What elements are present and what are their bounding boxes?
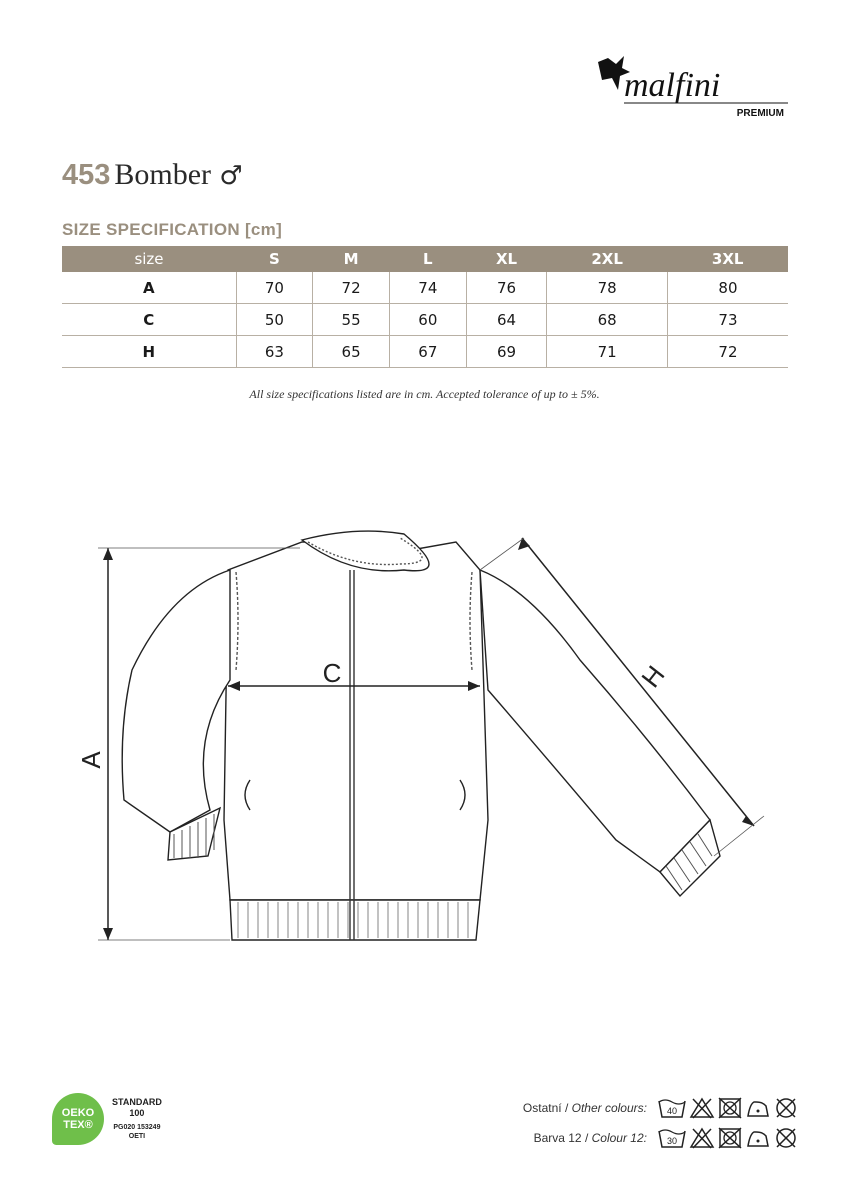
- table-cell: 70: [236, 272, 313, 304]
- no-tumble-dry-icon: [717, 1126, 743, 1150]
- size-table: [62, 246, 788, 368]
- table-cell: 76: [466, 272, 547, 304]
- jacket-diagram: [60, 520, 790, 960]
- no-dry-clean-icon: [773, 1096, 799, 1120]
- oeko-code: PG020 153249: [113, 1124, 161, 1131]
- table-cell: 74: [389, 272, 466, 304]
- size-column-label: size: [62, 246, 236, 272]
- dimension-c-label: C: [322, 658, 342, 688]
- table-cell: 55: [313, 304, 390, 336]
- size-header: S: [236, 246, 313, 272]
- brand-logo: [594, 50, 794, 122]
- table-cell: 72: [667, 336, 788, 368]
- size-header: L: [389, 246, 466, 272]
- svg-text:40: 40: [666, 1106, 678, 1116]
- tolerance-note: All size specifications listed are in cm. Accepted tolerance of up to ± 5%.: [249, 387, 600, 401]
- table-row: [62, 336, 788, 368]
- table-cell: 78: [547, 272, 668, 304]
- table-cell: 63: [236, 336, 313, 368]
- no-tumble-dry-icon: [717, 1096, 743, 1120]
- jacket-right-sleeve: [480, 570, 710, 872]
- size-header: XL: [466, 246, 547, 272]
- oeko-tex-badge: OEKO TEX®: [52, 1093, 104, 1145]
- page-title: [62, 155, 243, 196]
- brand-name: malfini: [624, 67, 721, 104]
- oeko-tex-text: [112, 1097, 162, 1141]
- oeko-institute: OETI: [128, 1133, 146, 1140]
- table-cell: 67: [389, 336, 466, 368]
- care-label: Barva 12 / Colour 12:: [533, 1131, 647, 1145]
- row-label: C: [62, 304, 236, 336]
- size-header: 3XL: [667, 246, 788, 272]
- table-cell: 72: [313, 272, 390, 304]
- product-code: 453: [62, 159, 111, 191]
- table-cell: 68: [547, 304, 668, 336]
- oeko-standard: STANDARD: [112, 1097, 162, 1107]
- care-row-other-colours: [523, 1095, 799, 1121]
- row-label: H: [62, 336, 236, 368]
- male-icon: ♂: [219, 161, 243, 191]
- table-cell: 65: [313, 336, 390, 368]
- size-header: 2XL: [547, 246, 668, 272]
- wash-30-icon: [657, 1126, 687, 1150]
- svg-text:30: 30: [666, 1136, 678, 1146]
- dimension-a-label: A: [76, 751, 106, 769]
- iron-low-icon: [745, 1096, 771, 1120]
- brand-sub: PREMIUM: [736, 108, 784, 119]
- care-row-colour-12: [534, 1125, 799, 1151]
- jacket-waistband: [230, 900, 480, 940]
- table-row: [62, 272, 788, 304]
- no-bleach-icon: [689, 1126, 715, 1150]
- spec-heading: SIZE SPECIFICATION [cm]: [62, 220, 283, 239]
- table-cell: 80: [667, 272, 788, 304]
- table-cell: 69: [466, 336, 547, 368]
- product-name: Bomber: [114, 158, 212, 191]
- jacket-left-sleeve: [122, 570, 230, 832]
- care-label: Ostatní / Other colours:: [522, 1101, 647, 1115]
- oeko-tex-certification: [52, 1093, 182, 1153]
- table-cell: 50: [236, 304, 313, 336]
- table-cell: 73: [667, 304, 788, 336]
- table-row: [62, 304, 788, 336]
- no-dry-clean-icon: [773, 1126, 799, 1150]
- table-cell: 71: [547, 336, 668, 368]
- table-cell: 60: [389, 304, 466, 336]
- table-cell: 64: [466, 304, 547, 336]
- oeko-number: 100: [129, 1108, 145, 1118]
- no-bleach-icon: [689, 1096, 715, 1120]
- dimension-h-label: H: [635, 659, 671, 694]
- iron-low-icon: [745, 1126, 771, 1150]
- wash-40-icon: [657, 1096, 687, 1120]
- jacket-body: [224, 542, 488, 900]
- size-header: M: [313, 246, 390, 272]
- row-label: A: [62, 272, 236, 304]
- size-header-row: [62, 246, 788, 272]
